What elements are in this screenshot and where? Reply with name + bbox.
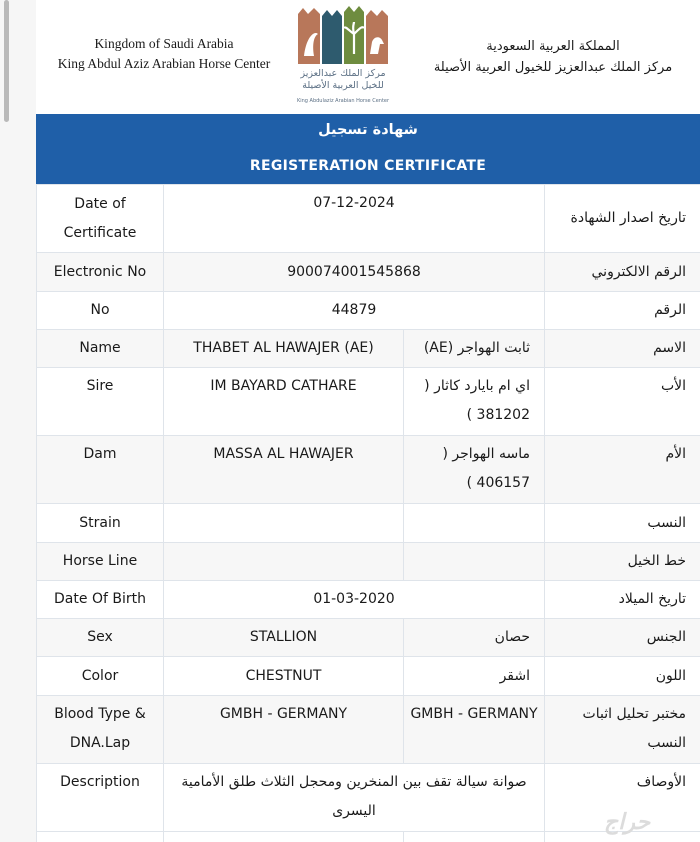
table-row — [37, 368, 700, 436]
value-lab: GMBH - GERMANY — [404, 696, 545, 764]
label-en: Name — [37, 330, 164, 368]
center-logo — [288, 4, 398, 108]
table-row — [37, 696, 700, 764]
label-en: Dam — [37, 436, 164, 504]
label-en: Date of Certificate — [37, 185, 164, 253]
label-en: Sex — [37, 619, 164, 657]
label-ar: تاريخ الميلاد — [545, 581, 700, 619]
value-ar: ثابت الهواجر (AE) — [404, 330, 545, 368]
label-en: Color — [37, 657, 164, 696]
value: 01-03-2020 — [164, 581, 545, 619]
value-ar: ماسه الهواجر ( 406157 ) — [404, 436, 545, 504]
label-ar: مختبر تحليل اثبات النسب — [545, 696, 700, 764]
value-ar: اشقر — [404, 657, 545, 696]
table-row — [37, 330, 700, 368]
value: 44879 — [164, 292, 545, 330]
center-name-en: King Abdul Aziz Arabian Horse Center — [57, 56, 271, 71]
logo-text-en: King Abdulaziz Arabian Horse Center — [296, 98, 390, 104]
value-en: MASSA AL HAWAJER — [164, 436, 404, 504]
center-name-ar: مركز الملك عبدالعزيز للخيول العربية الأصيلة — [433, 60, 673, 75]
label-ar: اللون — [545, 657, 700, 696]
value-en — [164, 504, 404, 543]
value-en: STALLION — [164, 619, 404, 657]
value-en: THABET AL HAWAJER (AE) — [164, 330, 404, 368]
label-ar: الجنس — [545, 619, 700, 657]
title-ar: شهادة تسجيل — [318, 122, 418, 138]
value-en — [164, 543, 404, 581]
label-ar: الرقم — [545, 292, 700, 330]
header-english — [36, 34, 292, 74]
label-ar: تاريخ اصدار الشهادة — [545, 185, 700, 253]
label-ar: الاسم — [545, 330, 700, 368]
table-row — [37, 581, 700, 619]
label-en: Sire — [37, 368, 164, 436]
label-en: No — [37, 292, 164, 330]
certificate-header — [36, 0, 700, 114]
table-row — [37, 657, 700, 696]
label-en: Horse Line — [37, 543, 164, 581]
value-en: IM BAYARD CATHARE — [164, 368, 404, 436]
value: 900074001545868 — [164, 253, 545, 292]
certificate-table — [36, 184, 700, 842]
watermark-logo: حراج — [604, 810, 651, 835]
label-ar: الرقم الالكتروني — [545, 253, 700, 292]
label-ar: الأب — [545, 368, 700, 436]
label-en: Date Of Birth — [37, 581, 164, 619]
table-row — [37, 504, 700, 543]
label-en: Strain — [37, 504, 164, 543]
logo-text-ar: مركز الملك عبدالعزيز للخيل العربية الأصيلة — [300, 68, 386, 91]
description-value: صوانة سيالة تقف بين المنخرين ومحجل الثلاث طلق الأمامية اليسرى — [164, 764, 545, 832]
table-row — [37, 253, 700, 292]
table-row — [37, 832, 700, 842]
label-en: Electronic No — [37, 253, 164, 292]
value-ar: اي ام بايارد كاثار ( 381202 ) — [404, 368, 545, 436]
label-ar: الأوصاف — [545, 764, 700, 832]
label-en: Description — [37, 764, 164, 832]
value-en: CHESTNUT — [164, 657, 404, 696]
table-row — [37, 185, 700, 253]
label-ar: الأم — [545, 436, 700, 504]
country-name-en: Kingdom of Saudi Arabia — [94, 36, 234, 51]
header-arabic — [408, 36, 698, 78]
horse-emblem-icon — [294, 4, 392, 68]
table-row — [37, 543, 700, 581]
table-row — [37, 619, 700, 657]
label-ar: النسب — [545, 504, 700, 543]
label-en: Blood Type & DNA.Lap — [37, 696, 164, 764]
table-row — [37, 764, 700, 832]
value-ar: حصان — [404, 619, 545, 657]
label-ar: خط الخيل — [545, 543, 700, 581]
value-ar — [404, 504, 545, 543]
country-name-ar: المملكة العربية السعودية — [486, 39, 620, 54]
title-en: REGISTERATION CERTIFICATE — [249, 158, 487, 174]
table-row — [37, 292, 700, 330]
value-en: GMBH - GERMANY — [164, 696, 404, 764]
table-row — [37, 436, 700, 504]
certificate-page — [36, 0, 700, 842]
value-ar — [404, 543, 545, 581]
page-scrollbar[interactable] — [4, 0, 9, 122]
certificate-title-banner — [36, 114, 700, 184]
value: 07-12-2024 — [164, 185, 545, 253]
